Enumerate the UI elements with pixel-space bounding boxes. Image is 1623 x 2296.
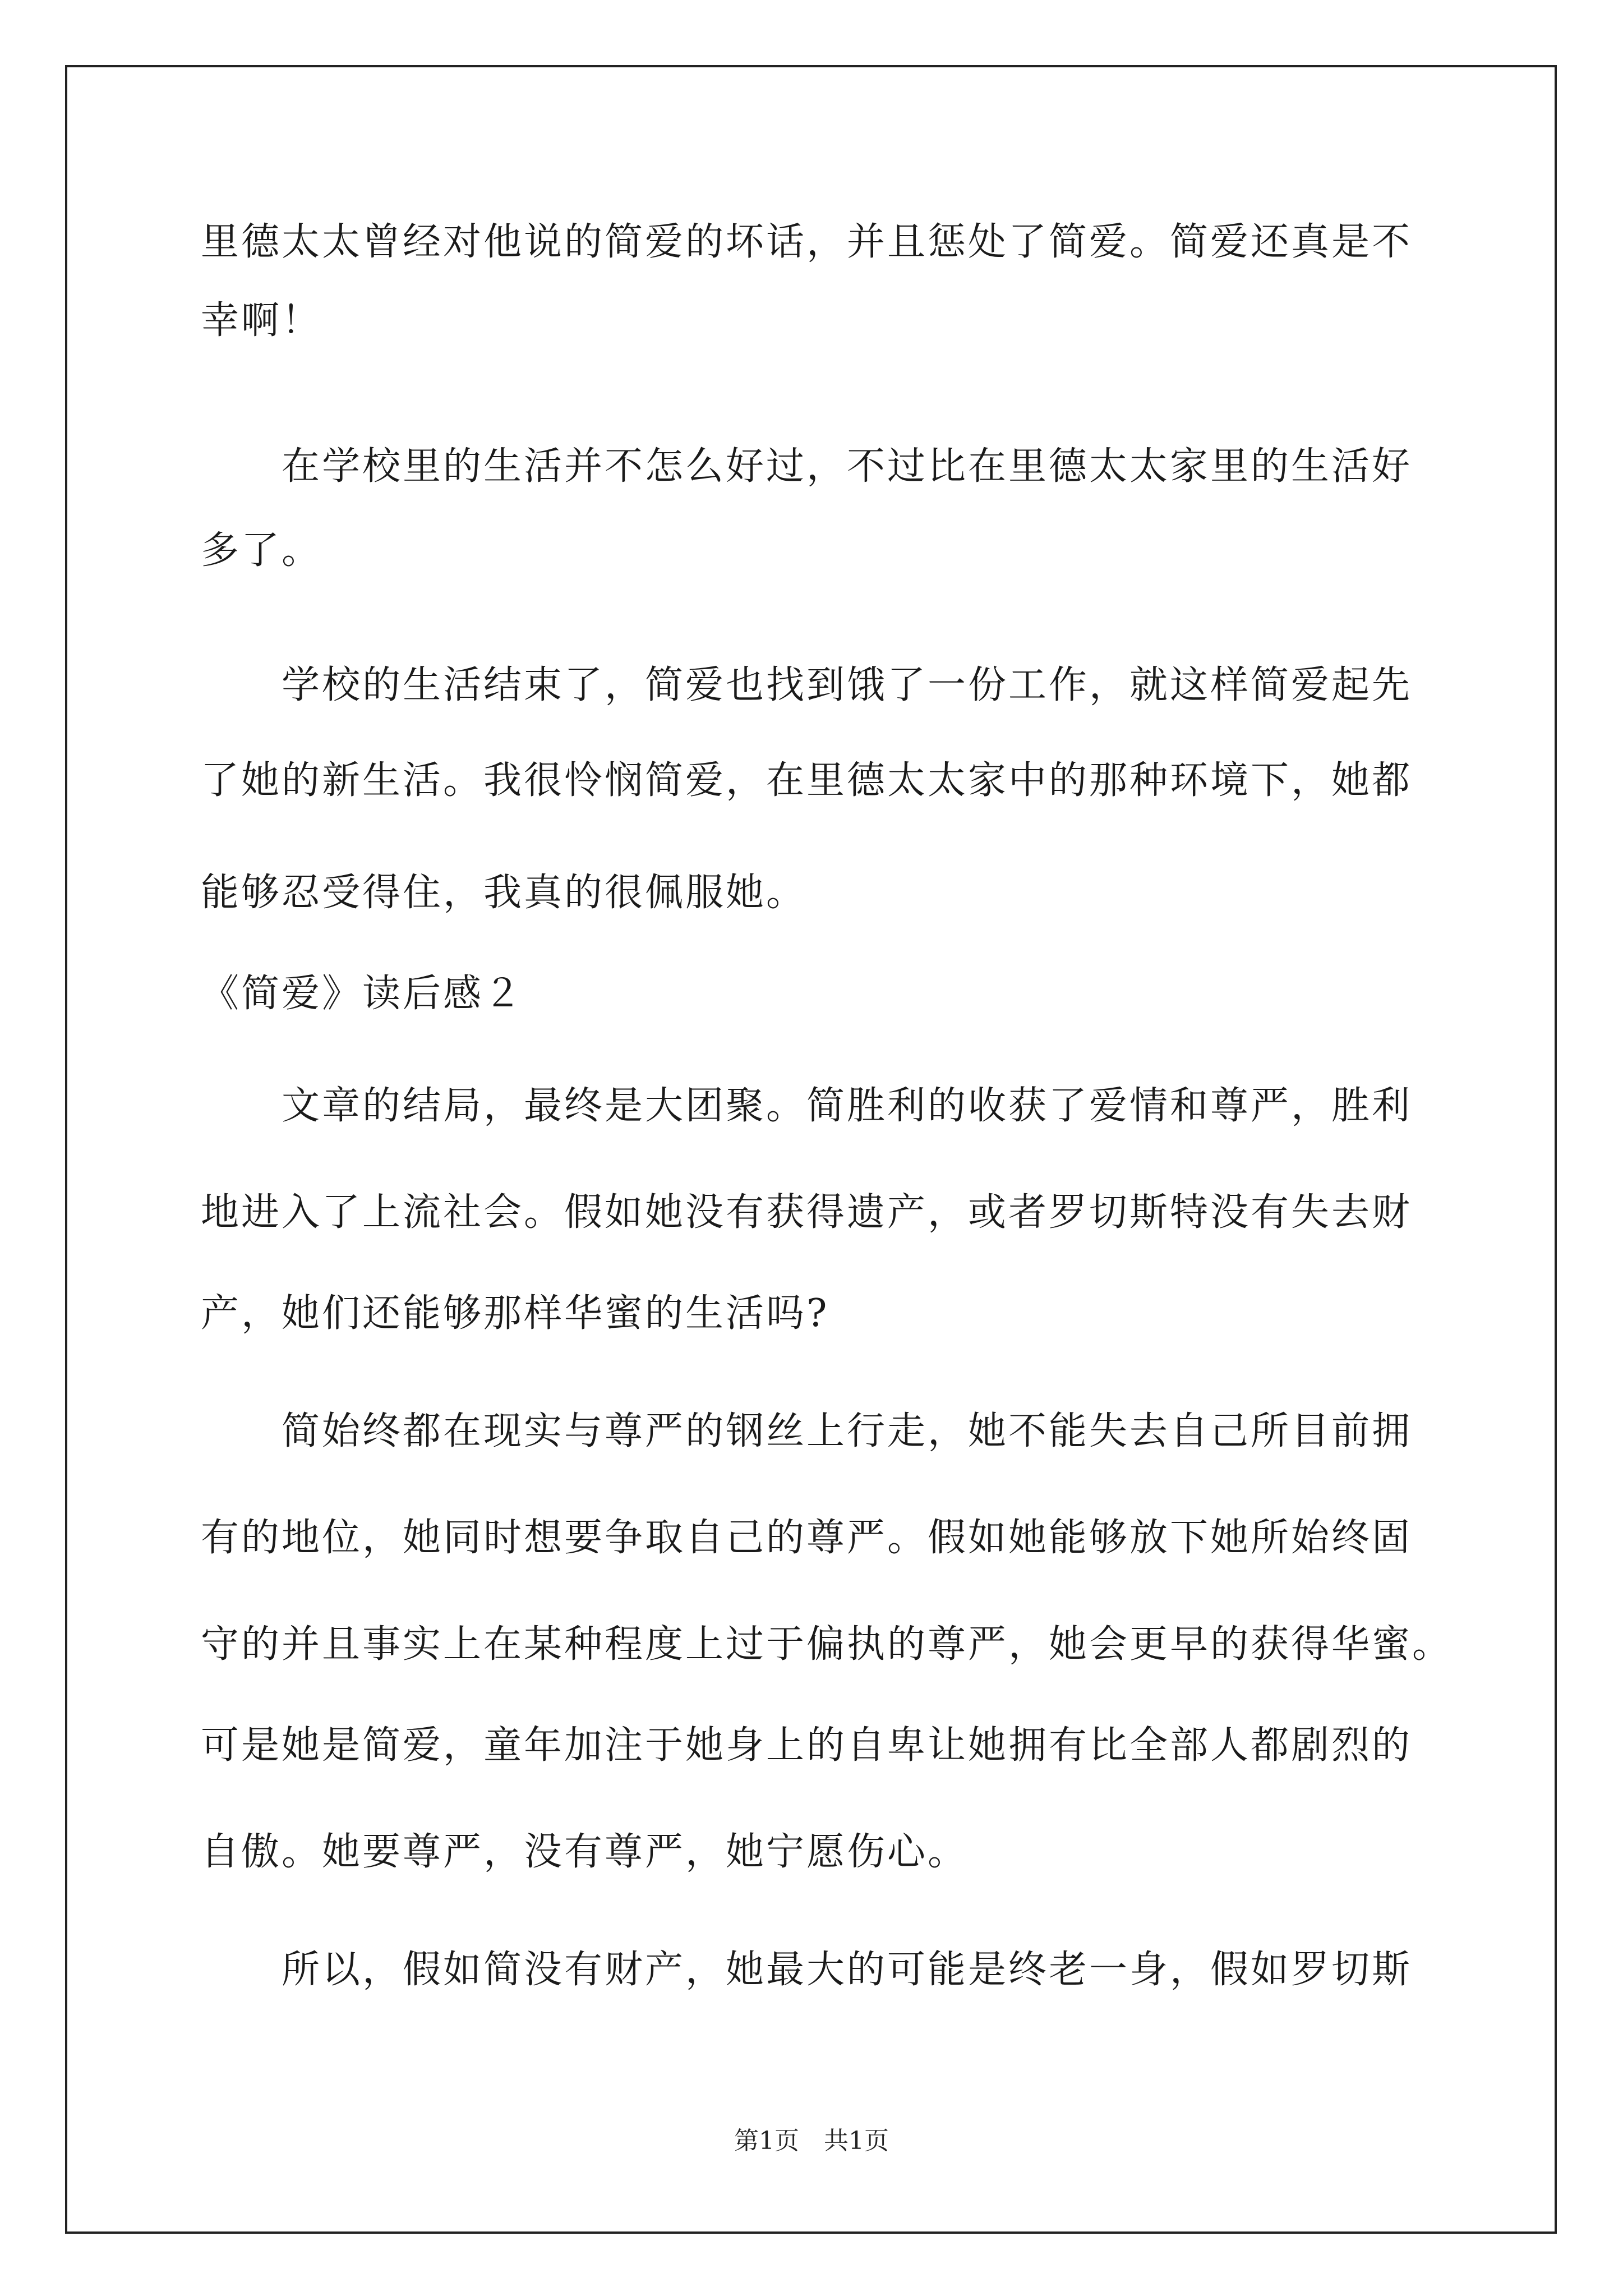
text-line: 里德太太曾经对他说的简爱的坏话，并且惩处了简爱。简爱还真是不	[201, 220, 1413, 264]
text-line: 多了。	[201, 528, 322, 573]
text-line: 了她的新生活。我很怜悯简爱，在里德太太家中的那种环境下，她都	[201, 758, 1413, 803]
text-line: 守的并且事实上在某种程度上过于偏执的尊严，她会更早的获得华蜜。	[201, 1622, 1453, 1667]
section-heading: 《简爱》读后感２	[201, 972, 524, 1016]
text-line: 可是她是简爱，童年加注于她身上的自卑让她拥有比全部人都剧烈的	[201, 1723, 1413, 1768]
text-line: 幸啊！	[201, 298, 322, 343]
text-line: 产，她们还能够那样华蜜的生活吗?	[201, 1291, 829, 1336]
text-line: 能够忍受得住，我真的很佩服她。	[201, 871, 807, 915]
text-line: 地进入了上流社会。假如她没有获得遗产，或者罗切斯特没有失去财	[201, 1190, 1413, 1235]
page-border	[65, 65, 1557, 2234]
text-line: 自傲。她要尊严，没有尊严，她宁愿伤心。	[201, 1830, 969, 1874]
text-line: 简始终都在现实与尊严的钢丝上行走，她不能失去自己所目前拥	[201, 1409, 1413, 1453]
page-footer: 第1页 共1页	[734, 2127, 889, 2155]
text-line: 学校的生活结束了，简爱也找到饿了一份工作，就这样简爱起先	[201, 663, 1413, 707]
text-line: 所以，假如简没有财产，她最大的可能是终老一身，假如罗切斯	[201, 1948, 1413, 1992]
text-line: 有的地位，她同时想要争取自己的尊严。假如她能够放下她所始终固	[201, 1516, 1413, 1560]
text-line: 文章的结局，最终是大团聚。简胜利的收获了爱情和尊严，胜利	[201, 1084, 1413, 1128]
text-line: 在学校里的生活并不怎么好过，不过比在里德太太家里的生活好	[201, 444, 1413, 489]
